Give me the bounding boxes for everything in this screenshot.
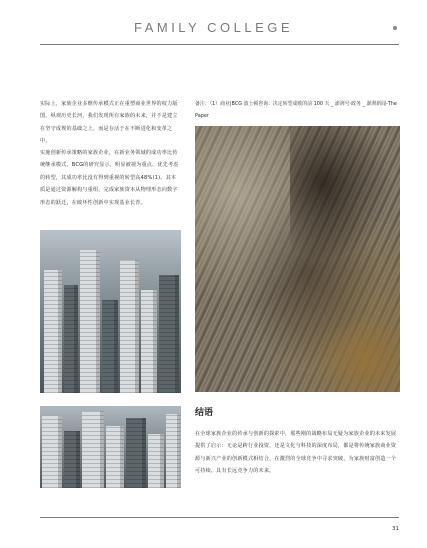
conclusion-heading: 结语 bbox=[195, 408, 214, 418]
header-divider bbox=[40, 44, 399, 45]
conclusion-paragraph: 在全球家族企业的传承与创新的探索中，那些刚的战略布局无疑为家族企业的未来发展提供了启示：无论是跨行业投资，还是文化与科技的深度布局，都是将传统家族商业资源与新兴产业的创新模式相结合，在激烈的全球竞争中寻求突破，为家族财富创造一个可持续、具有长远竞争力的未来。 bbox=[195, 431, 397, 475]
body-paragraph-1: 实际上，家族企业多维传承模式正在重塑商业世界的权力版图。纵观历史长河，我们发现所有家族的未来，并不是建立在坚守成规的基础之上，而是存活于在不断进化和变革之中。 bbox=[40, 101, 178, 145]
header-dot-icon bbox=[393, 26, 397, 30]
footer-divider bbox=[40, 517, 399, 518]
body-paragraph-2: 实施创新传承策略的家族企业，在新业务领域的成功率比传统继承模式。BCG的研究显示，明显被视为重点、优先考虑的转型，其成功率比没有得到重视的转型高48%(1)。其本质是通过资源解构与重组，完成家族资本从物理形态向数字形态的跃迁，在破坏性创新中实现基业长青。 bbox=[40, 150, 179, 206]
city-skyline-photo-bottom bbox=[40, 406, 181, 488]
rock-cliff-photo bbox=[195, 126, 400, 392]
magazine-header-title: FAMILY COLLEGE bbox=[133, 20, 294, 35]
city-skyline-photo-top bbox=[40, 230, 181, 393]
footnote-reference: 备注：（1）商业|BCG 波士顿咨询：决定转型成败的前 100 天 _ 澎湃号·政务 _ 澎湃新闻-The Paper bbox=[195, 101, 397, 119]
page-number: 31 bbox=[392, 526, 399, 532]
